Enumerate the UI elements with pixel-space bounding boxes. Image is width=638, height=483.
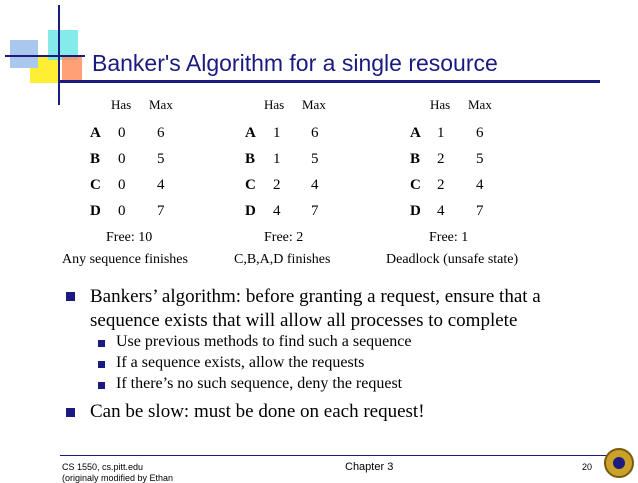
table1-max: 6 [157,125,165,141]
table1-free: Free: 10 [106,230,153,245]
table2-has: 4 [273,203,281,219]
table2-caption: C,B,A,D finishes [234,252,331,267]
footer-credit: (originaly modified by Ethan [62,473,174,483]
bullet-marker [66,292,75,301]
table3-proc: D [410,203,421,219]
table1-caption: Any sequence finishes [62,252,188,267]
table1-has: 0 [118,177,126,193]
table3-has: 1 [437,125,445,141]
decor-hline [5,55,85,57]
footer-page-number: 20 [582,462,593,472]
table3-free: Free: 1 [429,230,469,245]
table1-proc: A [90,125,101,141]
sub-bullet-1: Use previous methods to find such a sequence [116,333,412,350]
sub-bullet-2: If a sequence exists, allow the requests [116,354,365,371]
table3-max: 6 [476,125,484,141]
table2-proc: A [245,125,256,141]
table3-proc: A [410,125,421,141]
sub-bullet-marker [98,361,105,368]
title-underline [60,80,600,83]
table1-proc: C [90,177,101,193]
university-seal-icon [604,448,634,478]
table2-max: 4 [311,177,319,193]
table3-max: 7 [476,203,484,219]
table2-proc: B [245,151,256,167]
table1-proc: D [90,203,101,219]
footer-chapter: Chapter 3 [345,461,394,473]
bullet-slow: Can be slow: must be done on each request! [90,401,425,422]
table2-max: 5 [311,151,319,167]
table1-max: 5 [157,151,165,167]
bullet-marker [66,408,75,417]
table2-has-header: Has [264,97,285,112]
table1-has-header: Has [111,97,132,112]
table3-max: 4 [476,177,484,193]
table1-max-header: Max [149,97,173,112]
table3-proc: C [410,177,421,193]
table2-max-header: Max [302,97,326,112]
table2-has: 2 [273,177,281,193]
table1-has: 0 [118,203,126,219]
table3-max-header: Max [468,97,492,112]
slide-title: Banker's Algorithm for a single resource [92,50,498,76]
table3-proc: B [410,151,421,167]
table2-max: 7 [311,203,319,219]
table2-proc: D [245,203,256,219]
table1-has: 0 [118,151,126,167]
decor-square-red [62,55,82,80]
bullet-bankers: Bankers’ algorithm: before granting a request, ensure that a sequence exists that will allow all processes to complete [90,286,541,331]
table3-has: 2 [437,177,445,193]
table2-has: 1 [273,125,281,141]
table3-max: 5 [476,151,484,167]
table3-has-header: Has [430,97,451,112]
table1-max: 7 [157,203,165,219]
table2-free: Free: 2 [264,230,304,245]
table2-proc: C [245,177,256,193]
table2-has: 1 [273,151,281,167]
table1-max: 4 [157,177,165,193]
table3-has: 4 [437,203,445,219]
table1-proc: B [90,151,101,167]
table2-max: 6 [311,125,319,141]
sub-bullet-marker [98,340,105,347]
sub-bullet-3: If there’s no such sequence, deny the request [116,375,403,392]
decor-square-blue [10,40,38,68]
table3-caption: Deadlock (unsafe state) [386,252,519,267]
footer-course: CS 1550, cs.pitt.edu [62,462,144,472]
sub-bullet-marker [98,382,105,389]
table1-has: 0 [118,125,126,141]
footer-rule [60,455,620,456]
table3-has: 2 [437,151,445,167]
